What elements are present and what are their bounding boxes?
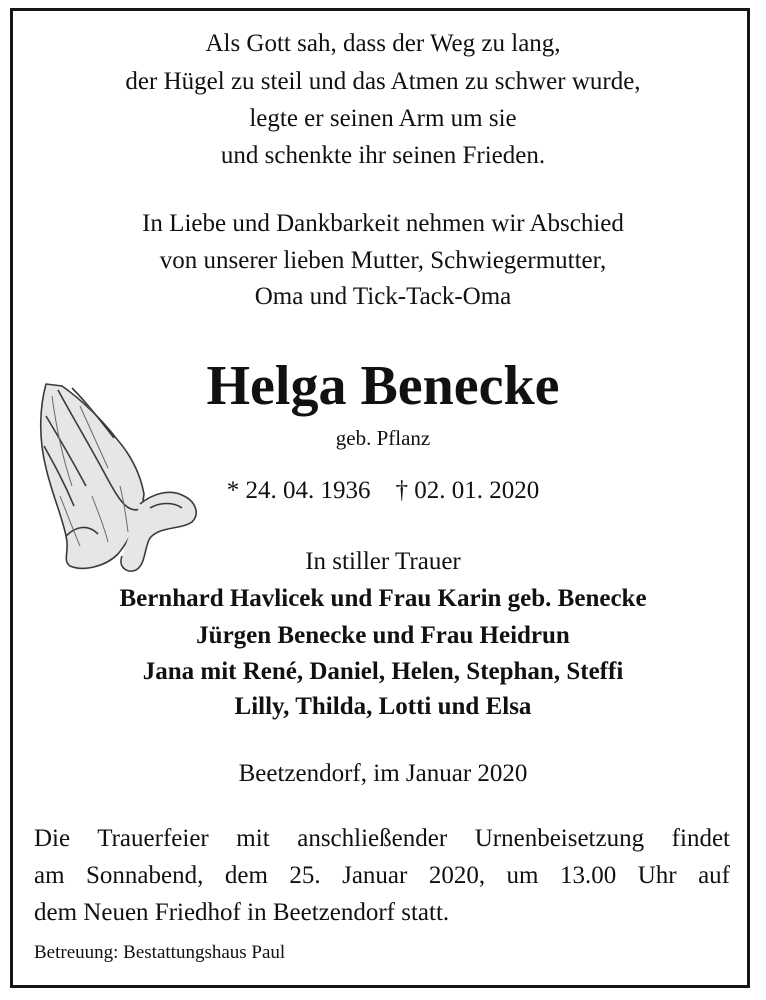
- funeral-home-credit: Betreuung: Bestattungshaus Paul: [34, 942, 286, 963]
- intro-line: von unserer lieben Mutter, Schwiegermutter,: [159, 247, 607, 274]
- family-line: Bernhard Havlicek und Frau Karin geb. Benecke: [119, 585, 647, 612]
- family-line: Jürgen Benecke und Frau Heidrun: [196, 622, 570, 649]
- family-line: Jana mit René, Daniel, Helen, Stephan, Steffi: [142, 658, 624, 685]
- service-line: am Sonnabend, dem 25. Januar 2020, um 13.00 Uhr auf: [34, 862, 730, 889]
- poem-line: und schenkte ihr seinen Frieden.: [220, 142, 546, 169]
- intro-line: In Liebe und Dankbarkeit nehmen wir Abschied: [142, 210, 624, 237]
- life-dates: * 24. 04. 1936 † 02. 01. 2020: [226, 477, 540, 504]
- service-line: dem Neuen Friedhof in Beetzendorf statt.: [34, 899, 450, 926]
- family-line: Lilly, Thilda, Lotti und Elsa: [234, 693, 532, 720]
- deceased-name: Helga Benecke: [206, 355, 560, 417]
- intro-line: Oma und Tick-Tack-Oma: [254, 283, 512, 310]
- poem-line: der Hügel zu steil und das Atmen zu schwer wurde,: [125, 68, 641, 95]
- mourning-heading: In stiller Trauer: [305, 548, 461, 575]
- birth-name: geb. Pflanz: [335, 426, 431, 450]
- place-date: Beetzendorf, im Januar 2020: [238, 760, 528, 787]
- poem-line: legte er seinen Arm um sie: [249, 105, 517, 132]
- poem-line: Als Gott sah, dass der Weg zu lang,: [205, 30, 561, 57]
- service-line: Die Trauerfeier mit anschließender Urnenbeisetzung findet: [34, 825, 730, 852]
